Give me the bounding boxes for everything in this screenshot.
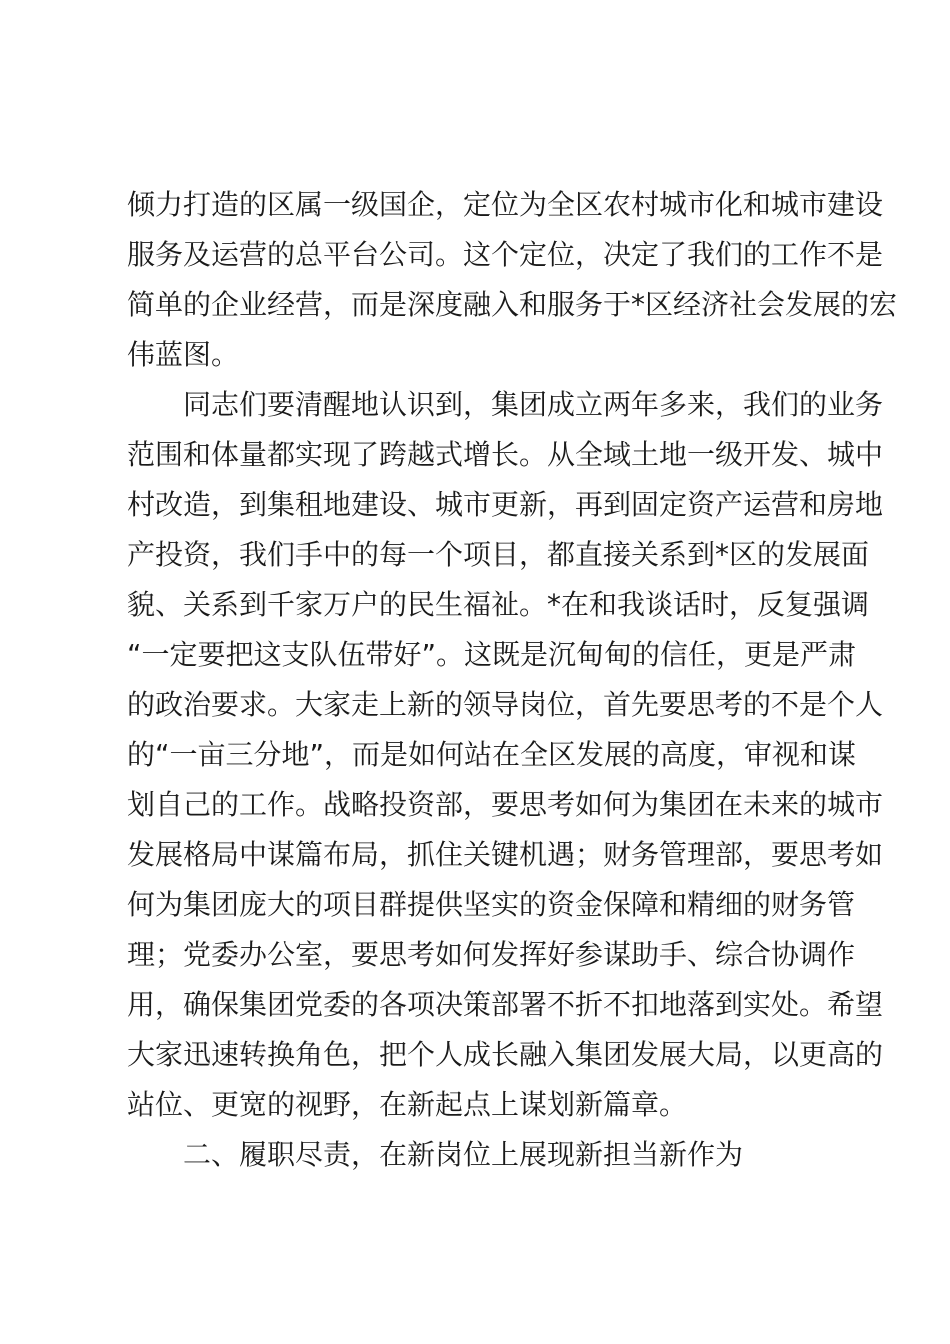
- paragraph-line: 划自己的工作。战略投资部，要思考如何为集团在未来的城市: [127, 788, 884, 821]
- paragraph-line: 简单的企业经营，而是深度融入和服务于*区经济社会发展的宏: [127, 288, 898, 321]
- paragraph-line: 伟蓝图。: [127, 338, 240, 371]
- paragraph-line: 村改造，到集租地建设、城市更新，再到固定资产运营和房地: [127, 488, 884, 521]
- paragraph-line: 倾力打造的区属一级国企，定位为全区农村城市化和城市建设: [127, 188, 884, 221]
- paragraph-line: 何为集团庞大的项目群提供坚实的资金保障和精细的财务管: [127, 888, 856, 921]
- paragraph-line: 用，确保集团党委的各项决策部署不折不扣地落到实处。希望: [127, 988, 884, 1021]
- paragraph-line: 的政治要求。大家走上新的领导岗位，首先要思考的不是个人: [127, 688, 884, 721]
- paragraph-line: 的“一亩三分地”，而是如何站在全区发展的高度，审视和谋: [127, 738, 857, 771]
- paragraph-line: 理；党委办公室，要思考如何发挥好参谋助手、综合协调作: [127, 938, 856, 971]
- paragraph-line: 产投资，我们手中的每一个项目，都直接关系到*区的发展面: [127, 538, 870, 571]
- paragraph-line: 服务及运营的总平台公司。这个定位，决定了我们的工作不是: [127, 238, 884, 271]
- section-heading: 二、履职尽责，在新岗位上展现新担当新作为: [183, 1138, 744, 1171]
- paragraph-line: 范围和体量都实现了跨越式增长。从全域土地一级开发、城中: [127, 438, 884, 471]
- paragraph-line: 貌、关系到千家万户的民生福祉。*在和我谈话时，反复强调: [127, 588, 870, 621]
- paragraph-line: “一定要把这支队伍带好”。这既是沉甸甸的信任，更是严肃: [127, 638, 857, 671]
- paragraph-line: 大家迅速转换角色，把个人成长融入集团发展大局，以更高的: [127, 1038, 884, 1071]
- document-page: [127, 180, 898, 1180]
- paragraph-line: 站位、更宽的视野，在新起点上谋划新篇章。: [127, 1088, 688, 1121]
- paragraph-line: 同志们要清醒地认识到，集团成立两年多来，我们的业务: [183, 388, 884, 421]
- paragraph-line: 发展格局中谋篇布局，抓住关键机遇；财务管理部，要思考如: [127, 838, 884, 871]
